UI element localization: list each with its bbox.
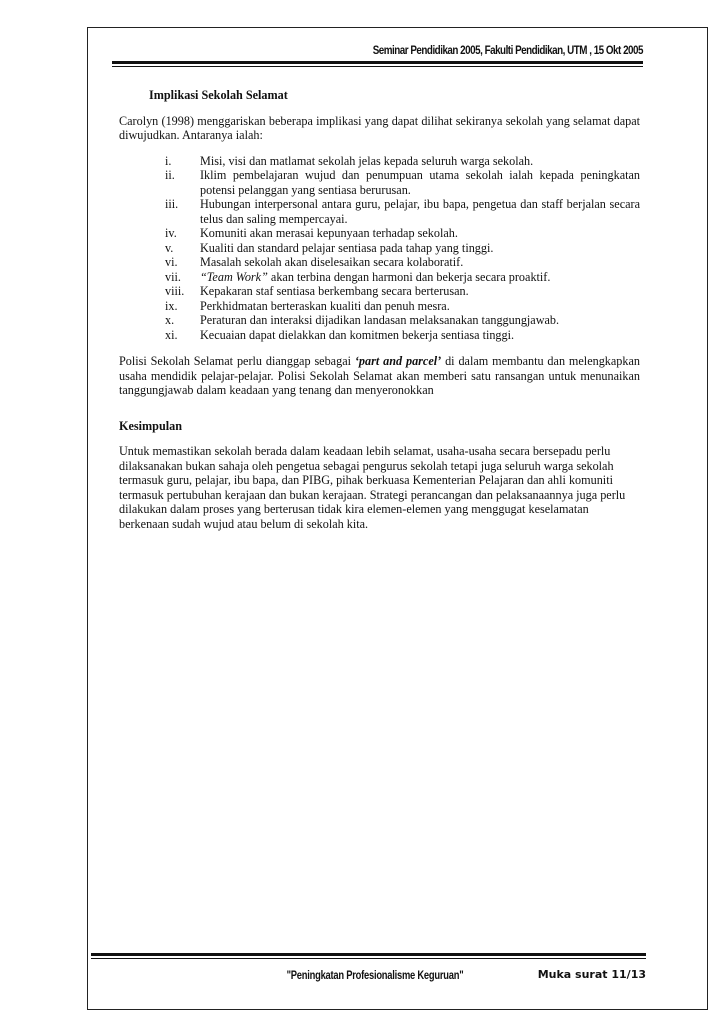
section-heading-kesimpulan: Kesimpulan [119, 418, 182, 433]
section-spacer [119, 409, 640, 419]
list-item-number: i. [165, 153, 172, 168]
list-item-text: Masalah sekolah akan diselesaikan secara kolaboratif. [200, 255, 464, 269]
list-item-text: Kualiti dan standard pelajar sentiasa pada tahap yang tinggi. [200, 240, 494, 255]
team-work-phrase: “Team Work” [200, 269, 268, 284]
footer-title: "Peningkatan Profesionalisme Keguruan" [286, 968, 464, 982]
list-item [119, 241, 640, 256]
list-item-number: v. [165, 240, 174, 255]
list-item [119, 226, 640, 241]
list-item-text: Kepakaran staf sentiasa berkembang secara berterusan. [200, 284, 469, 298]
list-item [119, 154, 640, 169]
list-item-text: Kecuaian dapat dielakkan dan komitmen bekerja sentiasa tinggi. [200, 327, 515, 342]
implications-list [119, 154, 640, 343]
list-item-number: iii. [165, 197, 179, 211]
header-rule-thick [112, 61, 643, 64]
list-item [119, 197, 640, 226]
list-item [119, 284, 640, 299]
list-item [119, 313, 640, 328]
list-item [119, 328, 640, 343]
intro-paragraph: Carolyn (1998) menggariskan beberapa implikasi yang dapat dilihat sekiranya sekolah yang selamat dapat diwujudkan. Antaranya ialah: [119, 113, 640, 142]
list-item [119, 270, 640, 285]
document-body [119, 88, 640, 542]
list-item [119, 299, 640, 314]
page-number: Muka surat 11/13 [537, 968, 646, 981]
list-item-text: Komuniti akan merasai kepunyaan terhadap sekolah. [200, 226, 458, 240]
footer-rule-thin [91, 958, 646, 959]
list-item-number: vi. [165, 255, 178, 269]
policy-text-start: Polisi Sekolah Selamat perlu dianggap sebagai [119, 354, 355, 368]
list-item-text [200, 270, 640, 285]
list-item-text: Peraturan dan interaksi dijadikan landasan melaksanakan tanggungjawab. [200, 313, 560, 327]
list-item-text: Hubungan interpersonal antara guru, pelajar, ibu bapa, pengetua dan staff berjalan secara telus dan saling mempercayai. [200, 197, 640, 226]
list-item-number: ix. [165, 298, 178, 313]
list-item-text: Misi, visi dan matlamat sekolah jelas kepada seluruh warga sekolah. [200, 153, 534, 168]
policy-text-end: di dalam membantu dan melengkapkan usaha mendidik pelajar-pelajar. Polisi Sekolah Selamat akan memberi satu ransangan untuk menunaikan tanggungjawab dalam keadaan yang tenang dan menyeronokkan [119, 354, 640, 397]
list-item [119, 168, 640, 197]
list-item-text: Perkhidmatan berteraskan kualiti dan penuh mesra. [200, 298, 450, 313]
section-heading-implikasi: Implikasi Sekolah Selamat [149, 88, 288, 102]
list-item [119, 255, 640, 270]
list-item-number: vii. [165, 269, 181, 284]
policy-emphasis: ‘part and parcel’ [354, 354, 442, 368]
policy-paragraph [119, 354, 640, 398]
list-item-number: xi. [165, 327, 178, 342]
list-item-number: viii. [165, 284, 185, 298]
list-item-number: x. [165, 313, 175, 327]
running-header: Seminar Pendidikan 2005, Fakulti Pendidikan, UTM , 15 Okt 2005 [372, 43, 643, 57]
footer-rule-thick [91, 953, 646, 956]
list-item-text-rest: akan terbina dengan harmoni dan bekerja secara proaktif. [267, 269, 551, 284]
list-item-text: Iklim pembelajaran wujud dan penumpuan utama sekolah ialah kepada peningkatan potensi pelanggan yang sentiasa berurusan. [200, 168, 640, 197]
list-item-number: iv. [165, 226, 177, 240]
list-item-number: ii. [165, 168, 175, 182]
conclusion-paragraph: Untuk memastikan sekolah berada dalam keadaan lebih selamat, usaha-usaha secara bersepadu perlu dilaksanakan bukan sahaja oleh pengetua sebagai pengurus sekolah tetapi juga seluruh warga sekolah termasuk guru, pelajar, ibu bapa, dan PIBG, pihak berkuasa Kementerian Pelajaran dan ahli komuniti termasuk pertubuhan kerajaan dan bukan kerajaan. Strategi perancangan dan pelaksanaannya juga perlu dilakukan dalam proses yang berterusan tidak kira elemen-elemen yang menggugat keselamatan berkenaan sudah wujud atau belum di sekolah kita. [119, 444, 626, 531]
header-rule-thin [112, 66, 643, 67]
